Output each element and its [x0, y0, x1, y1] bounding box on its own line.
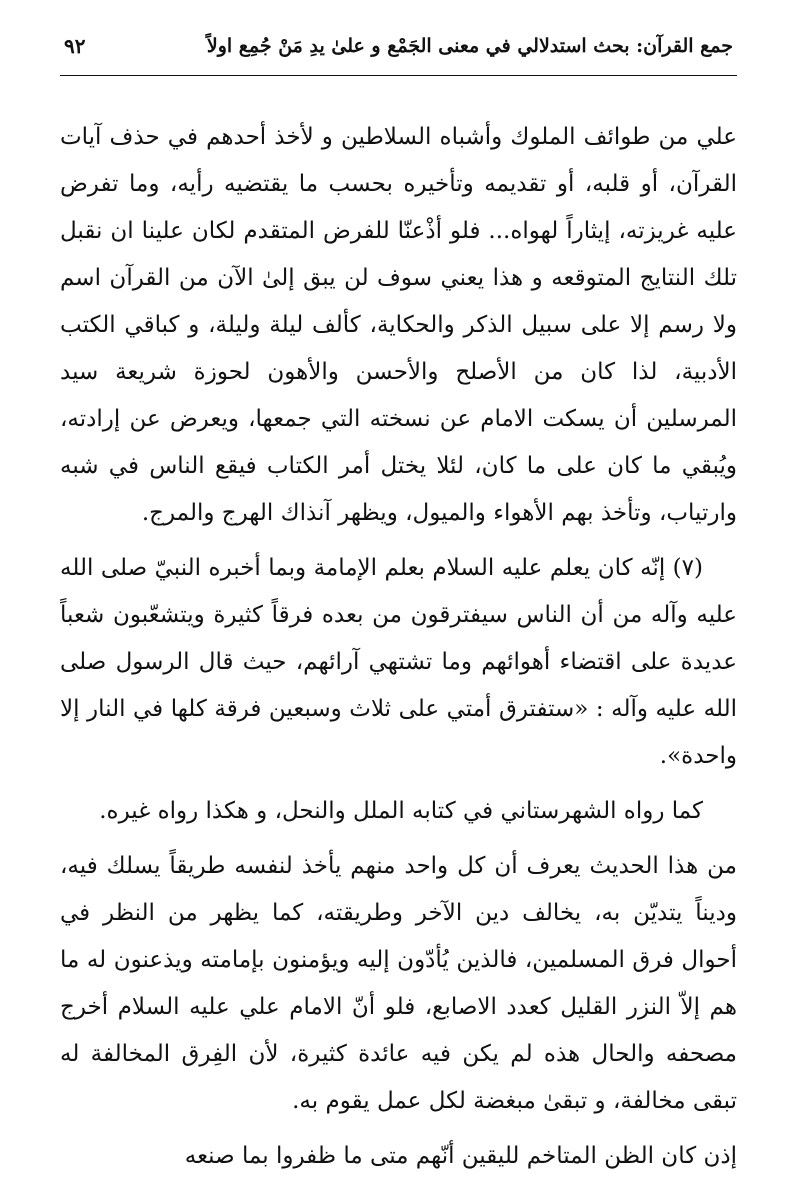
body-text — [60, 114, 737, 1180]
paragraph-conclusion: إذن كان الظن المتاخم لليقين أنّهم متى ما ظفروا بما صنعه — [184, 1143, 737, 1169]
paragraph-shahrastani: كما رواه الشهرستاني في كتابه الملل والنحل، و هكذا رواه غيره. — [99, 798, 703, 824]
paragraph-continuation: علي من طوائف الملوك وأشباه السلاطين و لأخذ أحدهم في حذف آيات القرآن، أو قلبه، أو تقديمه وتأخيره بحسب ما يقتضيه رأيه، وما تفرض عليه غريزته، إيثاراً لهواه... فلو أذْعنّا للفرض المتقدم لكان علينا ان نقبل تلك النتايج المتوقعه و هذا يعني سوف لن يبق إلىٰ الآن من القرآن اسم ولا رسم إلا على سبيل الذكر والحكاية، كألف ليلة وليلة، و كباقي الكتب الأدبية، لذا كان من الأصلح والأحسن والأهون لحوزة شريعة سيد المرسلين أن يسكت الامام عن نسخته التي جمعها، ويعرض عن إرادته، ويُبقي ما كان على ما كان، لئلا يختل أمر الكتاب فيقع الناس في شبه وارتياب، وتأخذ بهم الأهواء والميول، ويظهر آنذاك الهرج والمرج. — [60, 124, 737, 526]
page-number: ٩٢ — [64, 33, 86, 58]
running-header — [60, 24, 737, 76]
document-page — [0, 24, 799, 1184]
paragraph-point-7: (٧) إنّه كان يعلم عليه السلام بعلم الإمامة وبما أخبره النبيّ صلى الله عليه وآله من أن الناس سيفترقون من بعده فرقاً كثيرة ويتشعّبون شعباً عديدة على اقتضاء أهوائهم وما تشتهي آرائهم، حيث قال الرسول صلى الله عليه وآله : «ستفترق أمتي على ثلاث وسبعين فرقة كلها في النار إلا واحدة». — [60, 555, 737, 769]
running-title: جمع القرآن: بحث استدلالي في معنى الجَمْع و علىٰ يدِ مَنْ جُمِع اولاً — [206, 34, 733, 57]
paragraph-hadith-explanation: من هذا الحديث يعرف أن كل واحد منهم يأخذ لنفسه طريقاً يسلك فيه، وديناً يتديّن به، يخالف دين الآخر وطريقته، كما يظهر من النظر في أحوال فرق المسلمين، فالذين يُأدّون إليه ويؤمنون بإمامته ويذعنون له ما هم إلاّ النزر القليل كعدد الاصابع، فلو أنّ الامام علي عليه السلام أخرج مصحفه والحال هذه لم يكن فيه عائدة كثيرة، لأن الفِرق المخالفة له تبقى مخالفة، و تبقىٰ مبغضة لكل عمل يقوم به. — [60, 853, 737, 1114]
